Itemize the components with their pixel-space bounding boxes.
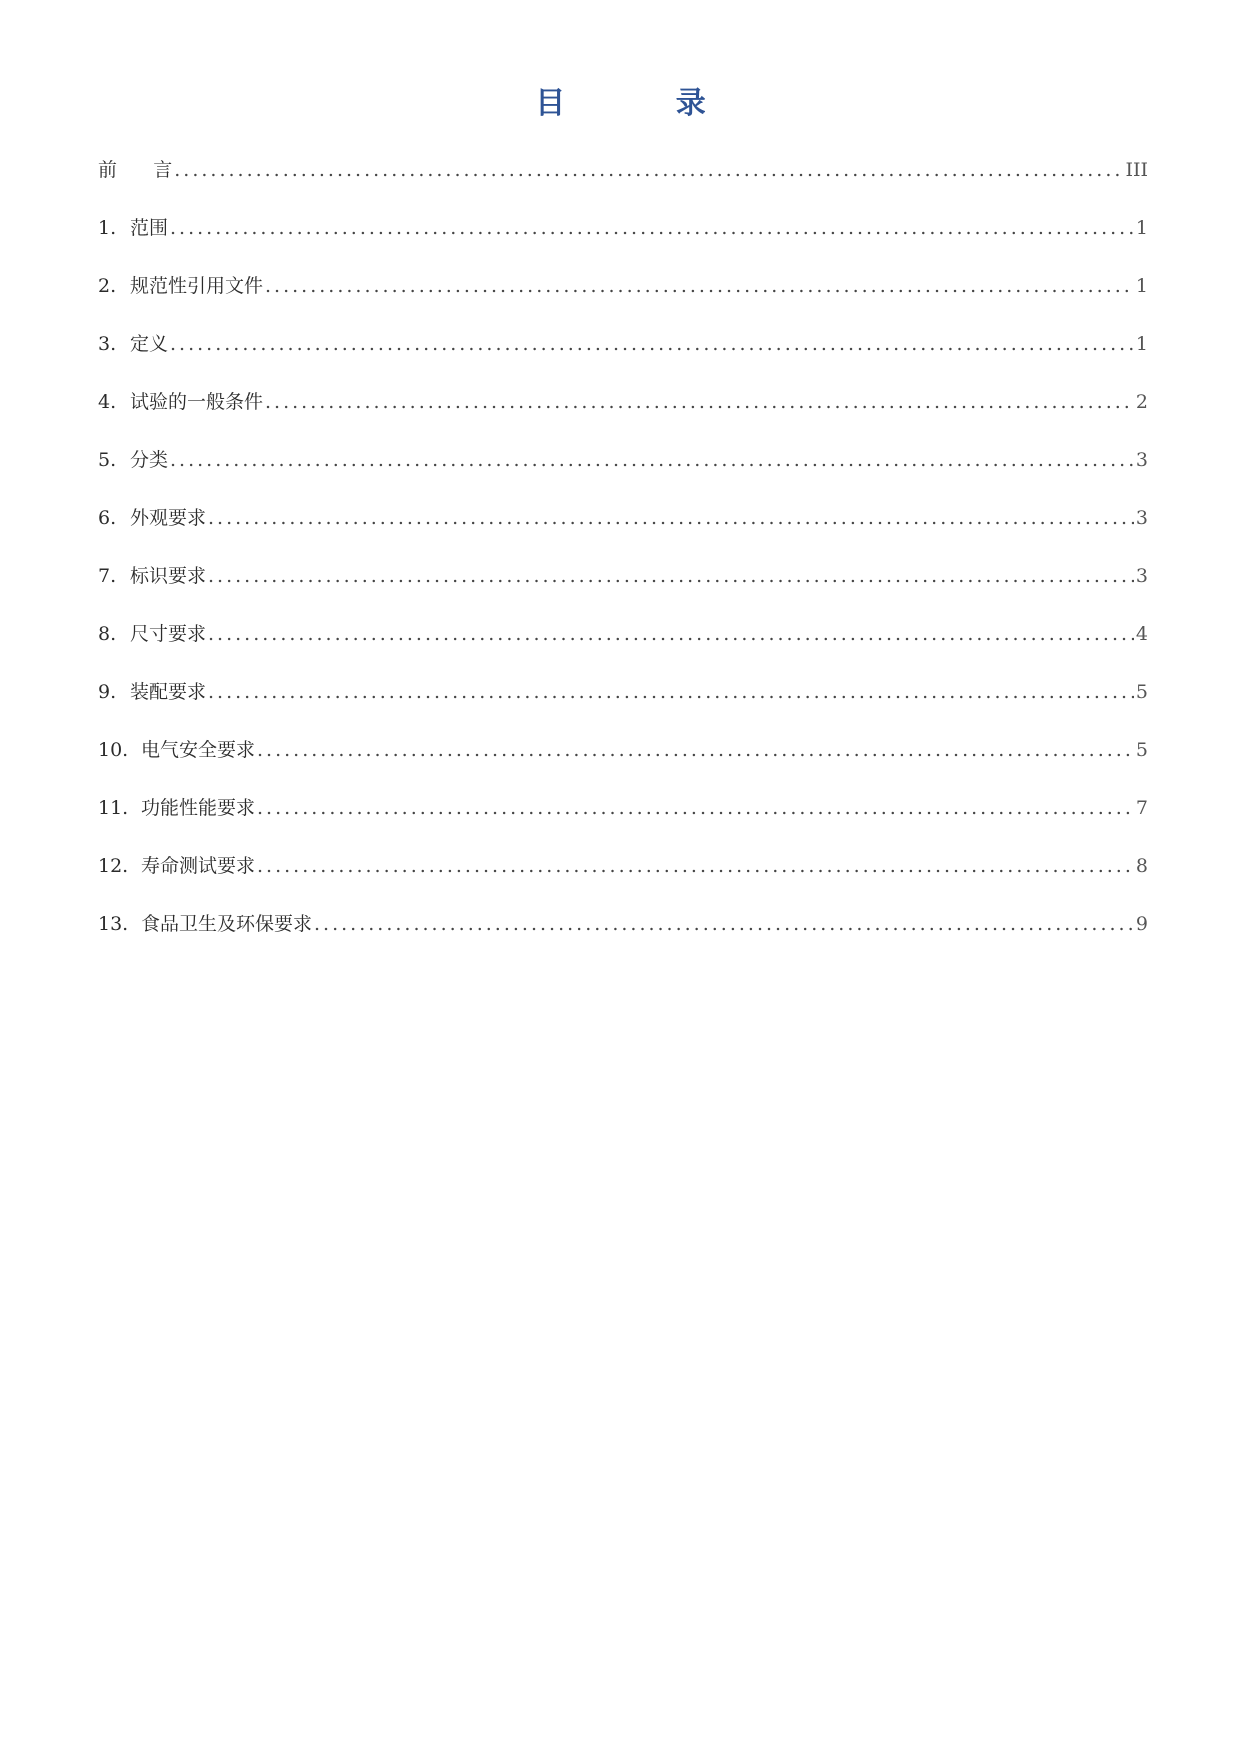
toc-entry-title: 尺寸要求 bbox=[130, 623, 207, 645]
toc-dot-leader bbox=[257, 854, 1134, 878]
toc-entry-title: 外观要求 bbox=[130, 507, 207, 529]
toc-entry-3[interactable] bbox=[98, 332, 1148, 390]
toc-dot-leader bbox=[174, 158, 1123, 182]
toc-dot-leader bbox=[257, 738, 1134, 762]
toc-entry-6[interactable] bbox=[98, 506, 1148, 564]
toc-dot-leader bbox=[314, 912, 1134, 936]
toc-entry-page: 9 bbox=[1135, 913, 1148, 935]
toc-entry-number: 3. bbox=[98, 333, 117, 355]
toc-entry-12[interactable] bbox=[98, 854, 1148, 912]
toc-entry-title: 标识要求 bbox=[130, 565, 207, 587]
toc-entry-title: 定义 bbox=[130, 333, 169, 355]
toc-entry-page: 1 bbox=[1135, 217, 1148, 239]
toc-entry-title: 功能性能要求 bbox=[141, 797, 256, 819]
toc-entry-number: 12. bbox=[98, 855, 129, 877]
toc-entry-page: 3 bbox=[1135, 507, 1148, 529]
toc-entry-13[interactable] bbox=[98, 912, 1148, 970]
toc-entry-title: 试验的一般条件 bbox=[130, 391, 264, 413]
toc-heading: 目 录 bbox=[535, 86, 756, 121]
toc-entry-title: 前 言 bbox=[98, 159, 173, 181]
toc-entry-number: 11. bbox=[98, 797, 129, 819]
toc-entry-page: 4 bbox=[1135, 623, 1148, 645]
toc-entry-page: 7 bbox=[1135, 797, 1148, 819]
toc-entry-5[interactable] bbox=[98, 448, 1148, 506]
toc-entry-number: 7. bbox=[98, 565, 117, 587]
toc-dot-leader bbox=[208, 506, 1134, 530]
toc-dot-leader bbox=[265, 274, 1134, 298]
toc-dot-leader bbox=[170, 332, 1134, 356]
toc-entry-11[interactable] bbox=[98, 796, 1148, 854]
toc-dot-leader bbox=[208, 622, 1134, 646]
toc-entry-title: 范围 bbox=[130, 217, 169, 239]
toc-entry-number: 9. bbox=[98, 681, 117, 703]
toc-entry-page: 1 bbox=[1135, 333, 1148, 355]
table-of-contents bbox=[98, 158, 1148, 970]
toc-entry-number: 4. bbox=[98, 391, 117, 413]
toc-entry-2[interactable] bbox=[98, 274, 1148, 332]
toc-entry-page: 3 bbox=[1135, 565, 1148, 587]
toc-entry-number: 8. bbox=[98, 623, 117, 645]
toc-entry-title: 分类 bbox=[130, 449, 169, 471]
toc-entry-title: 规范性引用文件 bbox=[130, 275, 264, 297]
toc-dot-leader bbox=[208, 680, 1134, 704]
toc-dot-leader bbox=[170, 448, 1134, 472]
toc-entry-7[interactable] bbox=[98, 564, 1148, 622]
toc-entry-page: 3 bbox=[1135, 449, 1148, 471]
toc-entry-number: 2. bbox=[98, 275, 117, 297]
toc-entry-10[interactable] bbox=[98, 738, 1148, 796]
toc-entry-title: 装配要求 bbox=[130, 681, 207, 703]
toc-entry-page: III bbox=[1125, 159, 1148, 181]
toc-entry-number: 6. bbox=[98, 507, 117, 529]
toc-entry-9[interactable] bbox=[98, 680, 1148, 738]
toc-entry-number: 13. bbox=[98, 913, 129, 935]
toc-entry-number: 1. bbox=[98, 217, 117, 239]
toc-entry-number: 10. bbox=[98, 739, 129, 761]
toc-entry-title: 电气安全要求 bbox=[141, 739, 256, 761]
toc-entry-number: 5. bbox=[98, 449, 117, 471]
toc-entry-page: 2 bbox=[1135, 391, 1148, 413]
toc-entry-1[interactable] bbox=[98, 216, 1148, 274]
toc-dot-leader bbox=[170, 216, 1134, 240]
toc-entry-title: 食品卫生及环保要求 bbox=[141, 913, 313, 935]
toc-dot-leader bbox=[265, 390, 1134, 414]
toc-entry-foreword[interactable] bbox=[98, 158, 1148, 216]
toc-entry-page: 5 bbox=[1135, 681, 1148, 703]
toc-dot-leader bbox=[257, 796, 1134, 820]
toc-entry-page: 8 bbox=[1135, 855, 1148, 877]
toc-entry-8[interactable] bbox=[98, 622, 1148, 680]
toc-entry-page: 1 bbox=[1135, 275, 1148, 297]
toc-entry-title: 寿命测试要求 bbox=[141, 855, 256, 877]
toc-entry-page: 5 bbox=[1135, 739, 1148, 761]
toc-dot-leader bbox=[208, 564, 1134, 588]
toc-entry-4[interactable] bbox=[98, 390, 1148, 448]
